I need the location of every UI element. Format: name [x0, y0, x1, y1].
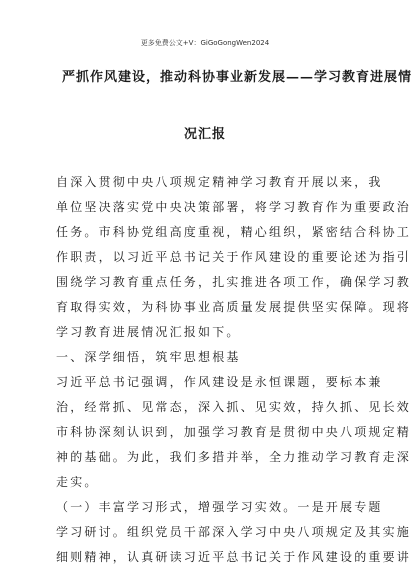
page-header: 更多免费公文+V：GiGoGongWen2024: [140, 39, 270, 47]
body-line: 育取得实效，为科协事业高质量发展提供坚实保障。现将: [56, 300, 412, 314]
document-title-line-1: 严抓作风建设，推动科协事业新发展——学习教育进展情: [62, 70, 412, 85]
document-title-line-2: 况汇报: [183, 127, 226, 142]
body-line: 围绕学习教育重点任务，扎实推进各项工作，确保学习教: [56, 275, 412, 289]
body-line: 学习教育进展情况汇报如下。: [56, 325, 241, 339]
body-line: 习近平总书记强调，作风建设是永恒课题，要标本兼: [56, 375, 383, 389]
body-line: 市科协深刻认识到，加强学习教育是贯彻中央八项规定精: [56, 425, 412, 439]
body-line: 任务。市科协党组高度重视，精心组织，紧密结合科协工: [56, 225, 412, 239]
subsection-heading: （一）丰富学习形式，增强学习实效。一是开展专题: [56, 500, 383, 514]
body-line: 作职责，以习近平总书记关于作风建设的重要论述为指引: [56, 250, 412, 264]
body-line: 走实。: [56, 475, 99, 489]
body-line: 单位坚决落实党中央决策部署，将学习教育作为重要政治: [56, 200, 412, 214]
body-line: 治，经常抓、见常态，深入抓、见实效，持久抓、见长效: [56, 400, 412, 414]
body-line: 神的基础。为此，我们多措并举，全力推动学习教育走深: [56, 450, 412, 464]
body-line: 细则精神，认真研读习近平总书记关于作风建设的重要讲: [56, 550, 412, 564]
section-heading: 一、深学细悟，筑牢思想根基: [56, 350, 241, 364]
body-line: 自深入贯彻中央八项规定精神学习教育开展以来，我: [56, 175, 383, 189]
body-line: 学习研讨。组织党员干部深入学习中央八项规定及其实施: [56, 525, 412, 539]
